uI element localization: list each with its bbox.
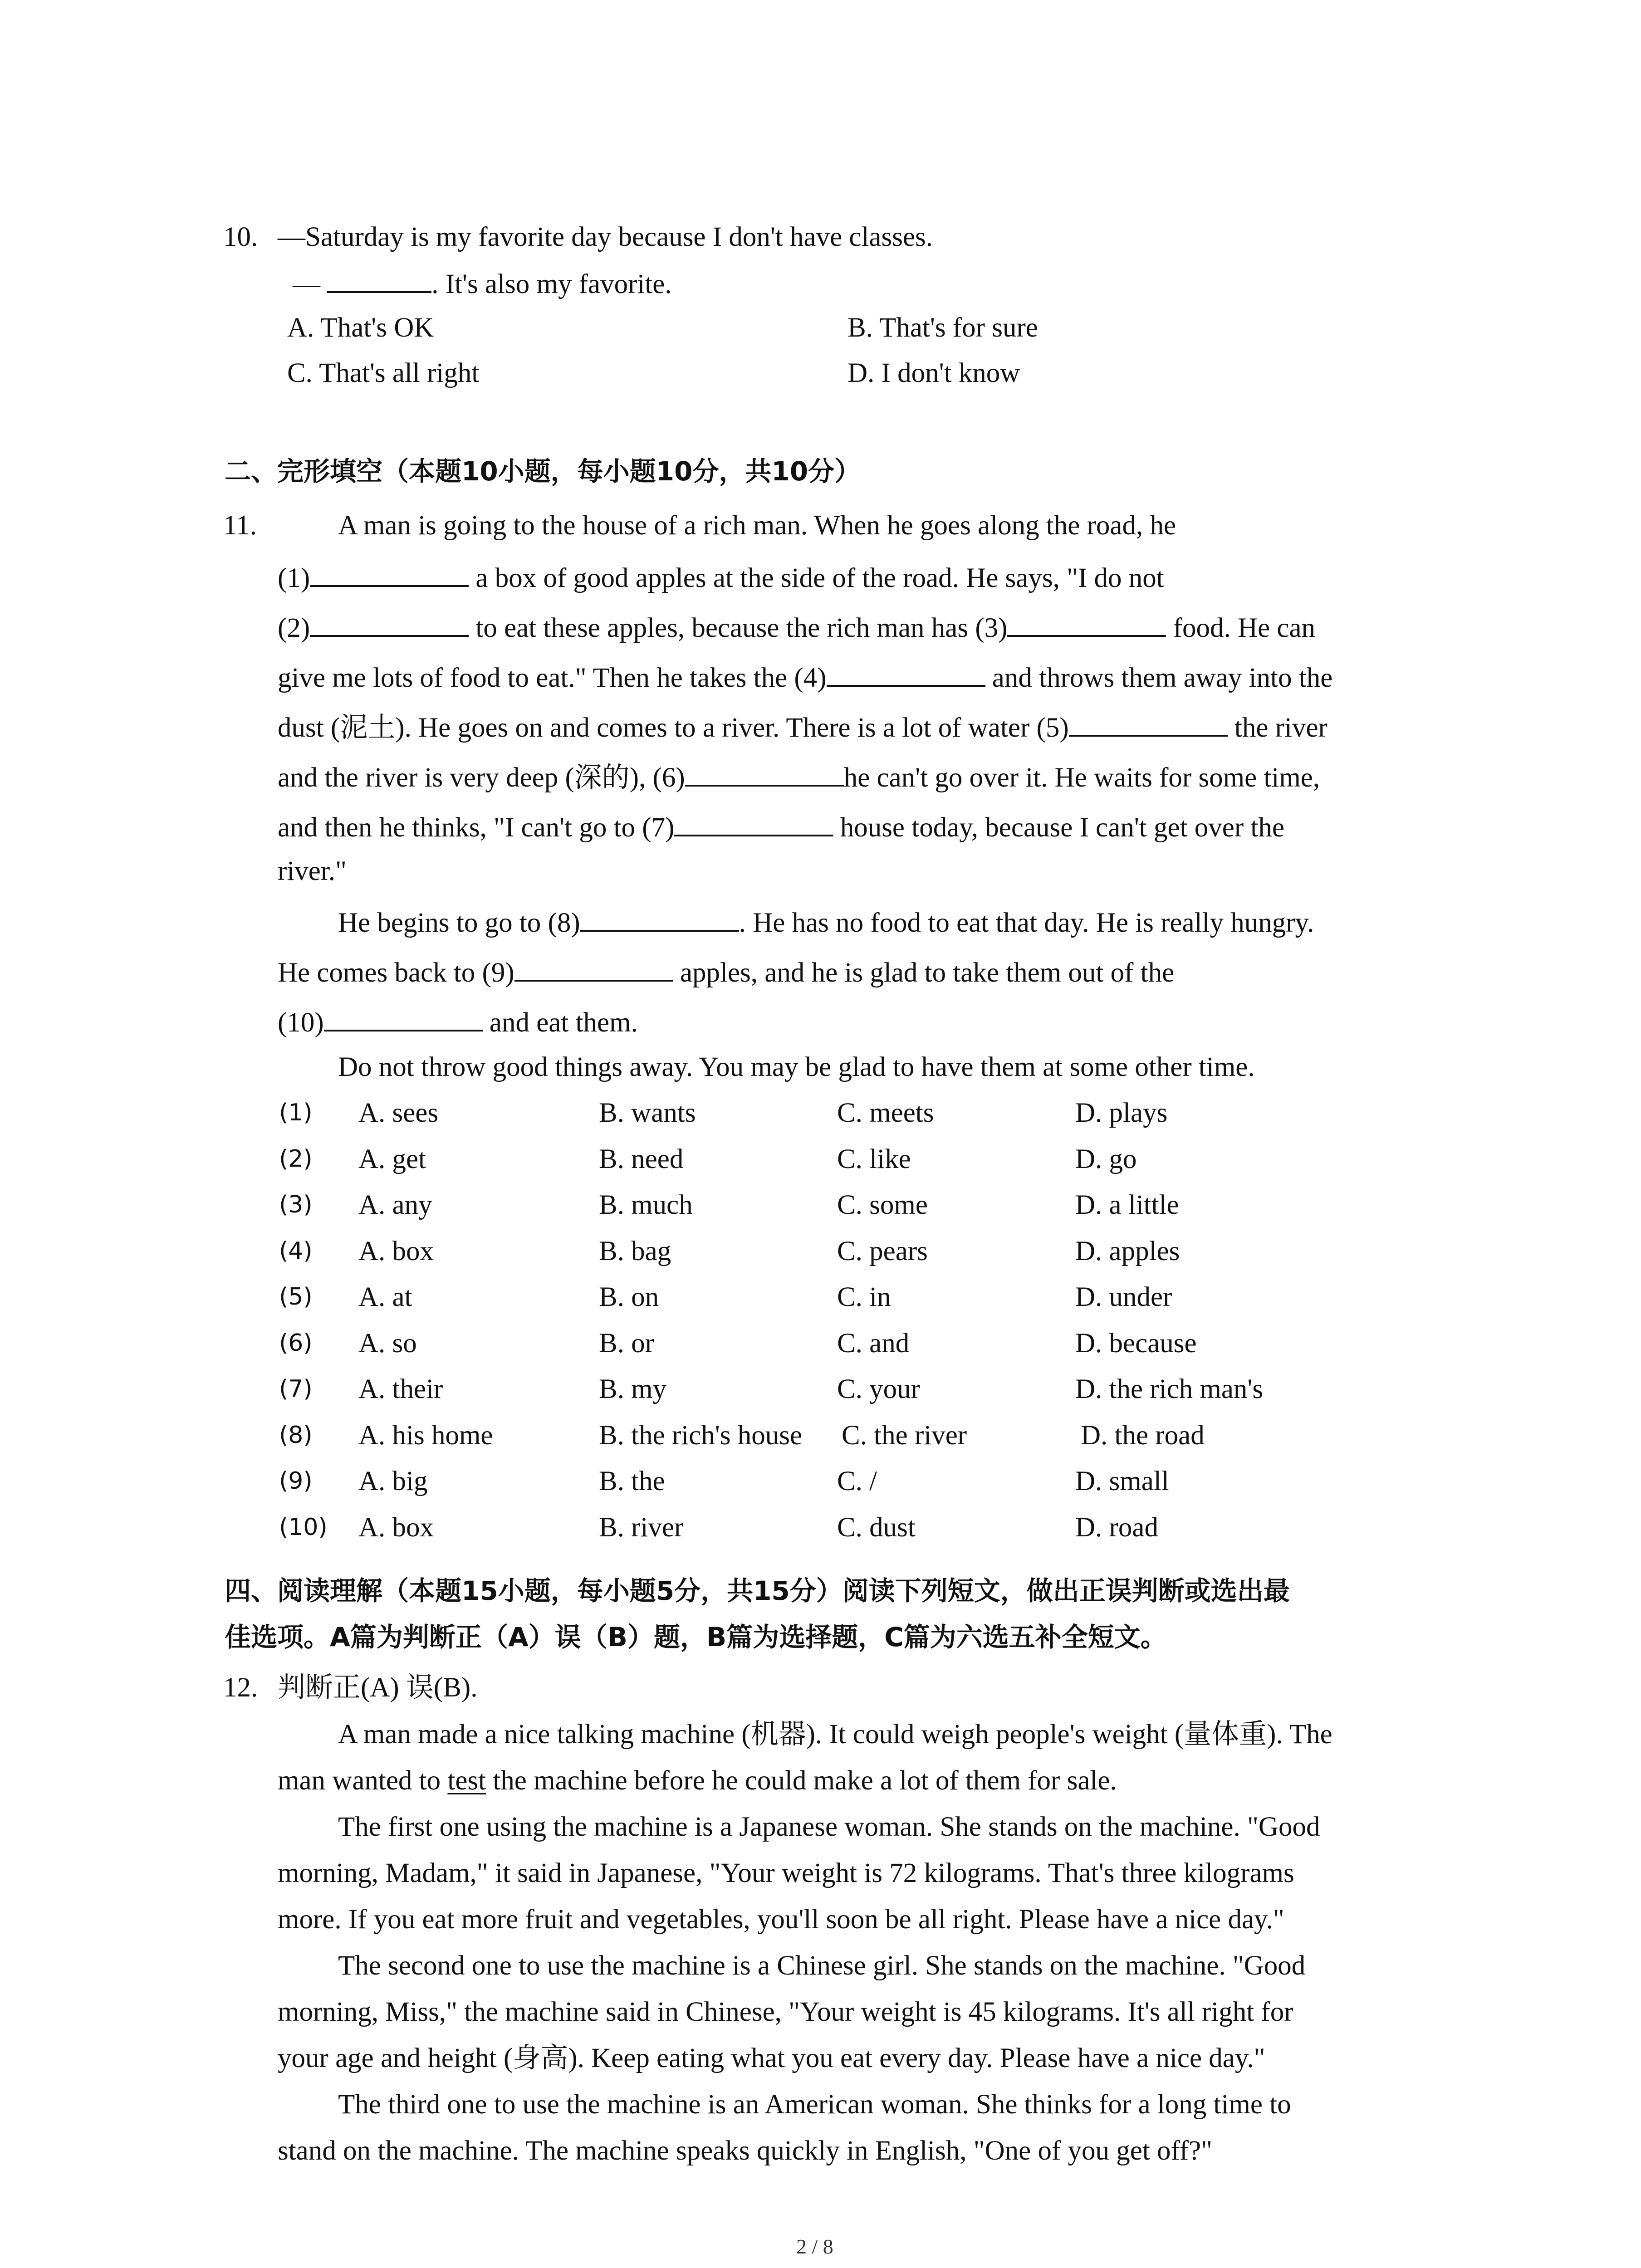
underlined-word-test: test — [447, 1765, 486, 1796]
q10-option-c: C. That's all right — [287, 358, 480, 388]
choice-option-d: D. plays — [1075, 1098, 1168, 1128]
choice-option-b: B. the — [599, 1466, 665, 1496]
q12-instruction: 判断正(A) 误(B). — [278, 1672, 478, 1703]
q12-line-9: The third one to use the machine is an American woman. She thinks for a long time to — [338, 2089, 1291, 2120]
choice-option-c: C. and — [837, 1328, 910, 1359]
choice-option-a: A. at — [358, 1282, 412, 1312]
q12-line-1: A man made a nice talking machine (机器). It could weigh people's weight (量体重). The — [338, 1719, 1332, 1750]
choice-option-d: D. apples — [1075, 1236, 1180, 1266]
choice-option-c: C. like — [837, 1144, 911, 1174]
choice-option-d: D. the road — [1081, 1420, 1205, 1451]
page-number: 2 / 8 — [796, 2235, 833, 2258]
choice-option-c: C. your — [837, 1374, 920, 1404]
q11-line-3: (2) to eat these apples, because the rich man has (3) food. He can — [278, 613, 1316, 643]
q11-line-8: river." — [278, 856, 347, 886]
q10-stem: —Saturday is my favorite day because I don't have classes. — [278, 222, 933, 252]
choice-option-b: B. need — [599, 1144, 684, 1174]
q10-option-b: B. That's for sure — [847, 313, 1038, 343]
q12-line-8: your age and height (身高). Keep eating what you eat every day. Please have a nice day." — [278, 2043, 1265, 2073]
cloze-blank-9 — [514, 957, 673, 982]
cloze-blank-8 — [580, 907, 739, 932]
q12-line-7: morning, Miss," the machine said in Chinese, "Your weight is 45 kilograms. It's all right for — [278, 1997, 1293, 2027]
choice-option-a: A. so — [358, 1328, 417, 1359]
choice-option-d: D. go — [1075, 1144, 1137, 1174]
q12-line-4: morning, Madam," it said in Japanese, "Your weight is 72 kilograms. That's three kilograms — [278, 1858, 1294, 1888]
q10-reply: — . It's also my favorite. — [293, 269, 672, 299]
q11-line-5: dust (泥土). He goes on and comes to a river. There is a lot of water (5) the river — [278, 713, 1327, 743]
choice-row-number: (1) — [279, 1099, 313, 1126]
choice-option-a: A. sees — [358, 1098, 439, 1128]
choice-option-d: D. a little — [1075, 1190, 1179, 1220]
q12-number: 12. — [223, 1672, 258, 1703]
choice-option-b: B. river — [599, 1512, 684, 1543]
choice-row-number: (3) — [279, 1191, 313, 1218]
q10-number: 10. — [223, 222, 258, 252]
choice-option-b: B. the rich's house — [599, 1420, 803, 1451]
cloze-blank-1 — [310, 562, 469, 587]
q11-line-11: (10) and eat them. — [278, 1007, 638, 1038]
choice-option-b: B. or — [599, 1328, 654, 1359]
choice-option-d: D. under — [1075, 1282, 1172, 1312]
choice-option-c: C. meets — [837, 1098, 934, 1128]
q11-line-4: give me lots of food to eat." Then he takes the (4) and throws them away into the — [278, 663, 1333, 693]
choice-option-c: C. the river — [842, 1420, 967, 1451]
choice-option-b: B. bag — [599, 1236, 671, 1266]
cloze-blank-6 — [685, 762, 844, 787]
answer-blank — [327, 269, 431, 293]
cloze-blank-10 — [324, 1007, 483, 1031]
choice-row-number: (7) — [279, 1375, 313, 1403]
choice-option-c: C. in — [837, 1282, 891, 1312]
choice-option-b: B. wants — [599, 1098, 696, 1128]
choice-row-number: (8) — [279, 1422, 313, 1449]
q11-line-1: A man is going to the house of a rich man. When he goes along the road, he — [338, 510, 1176, 541]
choice-option-a: A. any — [358, 1190, 432, 1220]
section4-heading-line2: 佳选项。A篇为判断正（A）误（B）题，B篇为选择题，C篇为六选五补全短文。 — [225, 1622, 1167, 1652]
choice-option-c: C. / — [837, 1466, 877, 1496]
choice-option-d: D. small — [1075, 1466, 1169, 1496]
cloze-blank-2 — [310, 612, 469, 637]
choice-option-a: A. box — [358, 1236, 434, 1266]
q11-line-6: and the river is very deep (深的), (6) he can't go over it. He waits for some time, — [278, 763, 1320, 793]
q11-line-9: He begins to go to (8) . He has no food to eat that day. He is really hungry. — [338, 908, 1314, 938]
q12-line-3: The first one using the machine is a Japanese woman. She stands on the machine. "Good — [338, 1812, 1320, 1842]
q12-line-2: man wanted to test the machine before he could make a lot of them for sale. — [278, 1765, 1117, 1796]
cloze-blank-7 — [674, 812, 833, 836]
choice-row-number: (6) — [279, 1330, 313, 1357]
cloze-blank-3 — [1007, 612, 1166, 637]
choice-option-d: D. road — [1075, 1512, 1158, 1543]
choice-option-c: C. pears — [837, 1236, 928, 1266]
q12-line-5: more. If you eat more fruit and vegetables, you'll soon be all right. Please have a nice day." — [278, 1904, 1284, 1935]
choice-option-b: B. on — [599, 1282, 659, 1312]
q11-line-7: and then he thinks, "I can't go to (7) house today, because I can't get over the — [278, 812, 1284, 843]
section4-heading-line1: 四、阅读理解（本题15小题，每小题5分，共15分）阅读下列短文，做出正误判断或选出最 — [225, 1575, 1290, 1606]
choice-option-a: A. his home — [358, 1420, 493, 1451]
choice-option-d: D. because — [1075, 1328, 1197, 1359]
choice-row-number: (9) — [279, 1467, 313, 1495]
q11-line-10: He comes back to (9) apples, and he is glad to take them out of the — [278, 958, 1175, 988]
choice-option-a: A. their — [358, 1374, 443, 1404]
choice-row-number: (2) — [279, 1145, 313, 1173]
choice-option-a: A. get — [358, 1144, 426, 1174]
q11-number: 11. — [223, 510, 257, 541]
choice-option-a: A. box — [358, 1512, 434, 1543]
q12-line-6: The second one to use the machine is a Chinese girl. She stands on the machine. "Good — [338, 1950, 1306, 1981]
choice-row-number: (5) — [279, 1283, 313, 1310]
choice-option-b: B. my — [599, 1374, 667, 1404]
choice-row-number: (10) — [279, 1514, 328, 1541]
section2-heading: 二、完形填空（本题10小题，每小题10分，共10分） — [225, 456, 861, 487]
cloze-blank-4 — [827, 662, 985, 687]
choice-option-c: C. dust — [837, 1512, 916, 1543]
choice-option-a: A. big — [358, 1466, 428, 1496]
choice-row-number: (4) — [279, 1237, 313, 1265]
q10-option-a: A. That's OK — [287, 313, 434, 343]
q12-line-10: stand on the machine. The machine speaks quickly in English, "One of you get off?" — [278, 2136, 1213, 2166]
choice-option-c: C. some — [837, 1190, 928, 1220]
choice-option-b: B. much — [599, 1190, 693, 1220]
q10-option-d: D. I don't know — [847, 358, 1020, 388]
q11-closing: Do not throw good things away. You may be glad to have them at some other time. — [338, 1052, 1255, 1082]
q11-line-2: (1) a box of good apples at the side of the road. He says, "I do not — [278, 563, 1164, 593]
choice-option-d: D. the rich man's — [1075, 1374, 1264, 1404]
cloze-blank-5 — [1069, 712, 1228, 737]
